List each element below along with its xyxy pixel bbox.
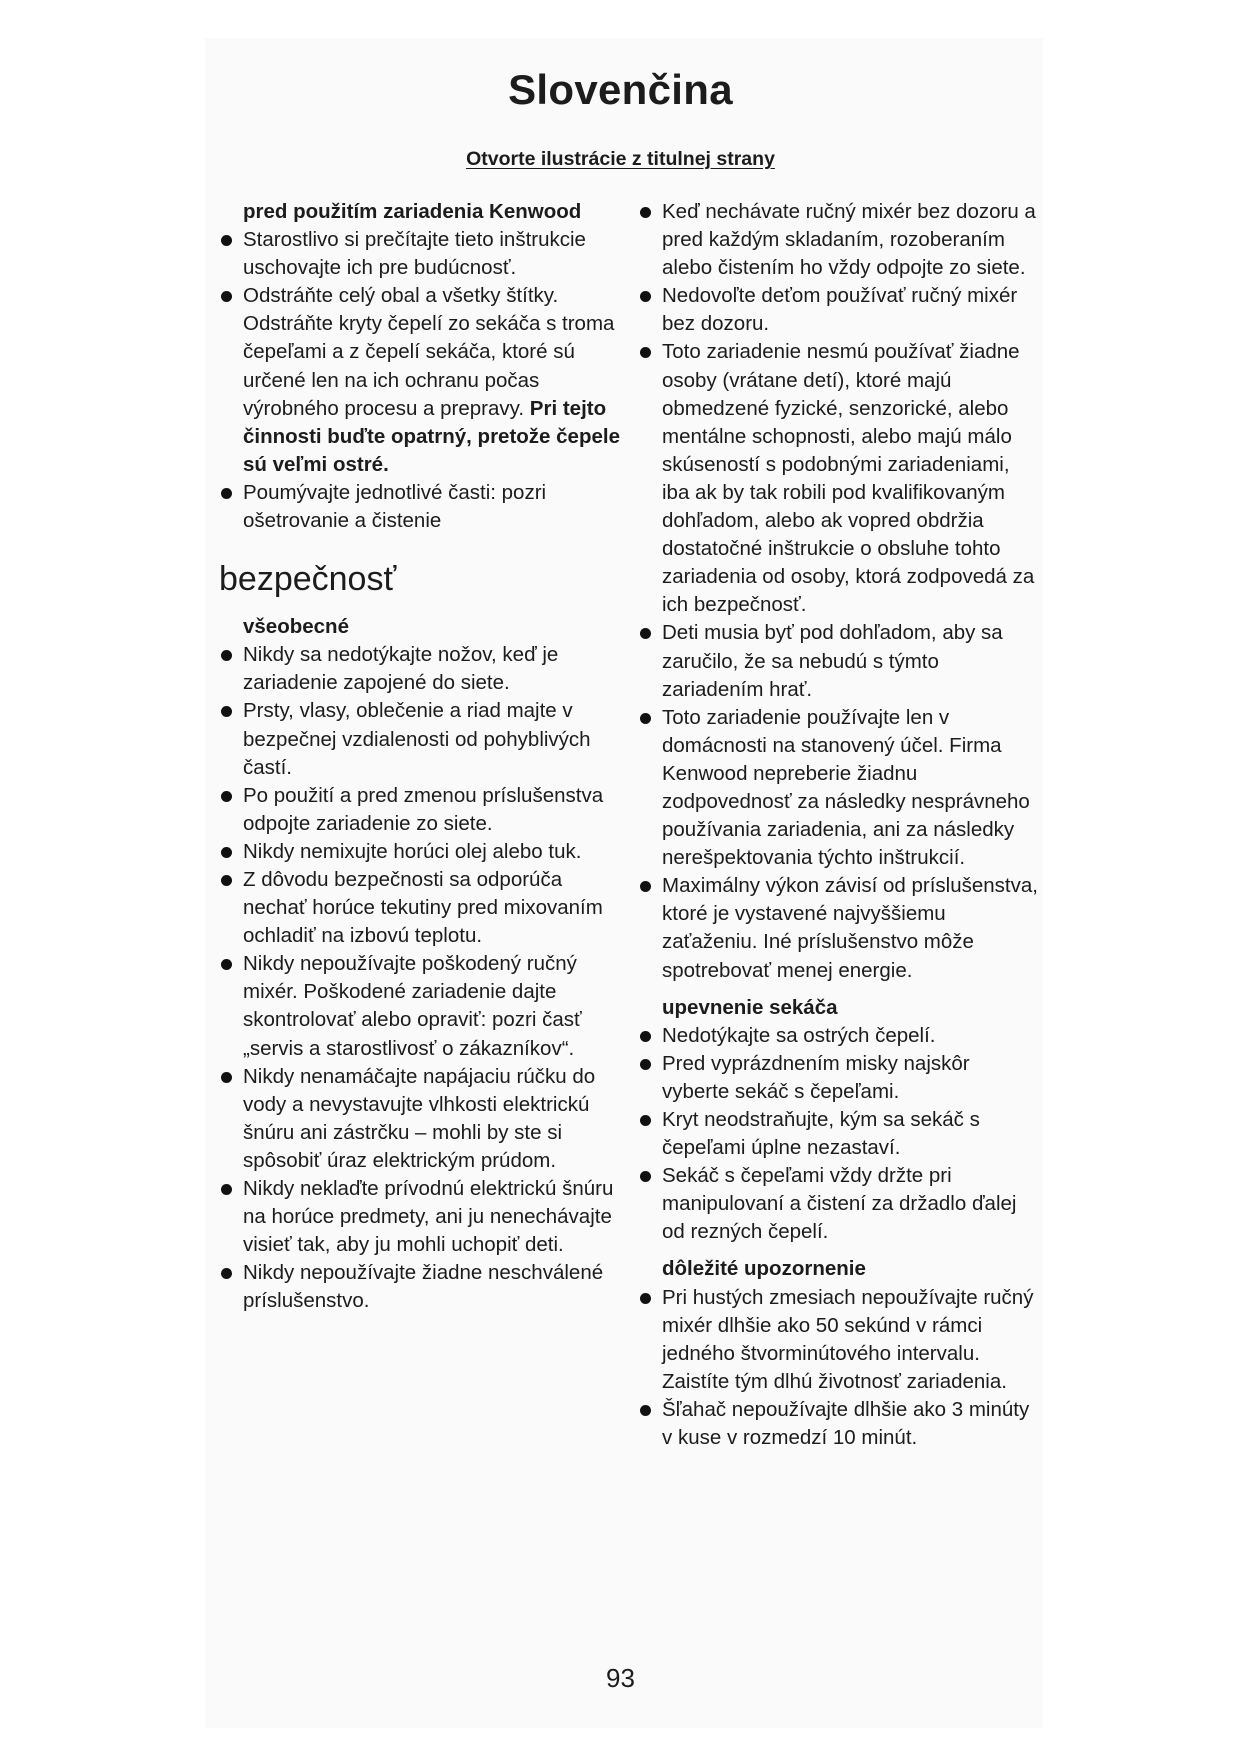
page-title: Slovenčina — [508, 66, 733, 113]
list-item-text: Odstráňte celý obal a všetky štítky. Odstráňte kryty čepelí zo sekáča s troma čepeľami a z čepelí sekáča, ktoré sú určené len na ich ochranu počas výrobného procesu a prepravy. — [243, 284, 615, 420]
list-item: Maximálny výkon závisí od príslušenstva, ktoré je vystavené najvyššiemu zaťaženiu. Iné príslušenstvo môže spotrebovať menej energie. — [662, 872, 1040, 984]
general-list — [243, 641, 621, 1315]
list-item: Po použití a pred zmenou príslušenstva odpojte zariadenie zo siete. — [243, 782, 621, 838]
chopper-list — [662, 1022, 1040, 1247]
list-item: Starostlivo si prečítajte tieto inštrukcie uschovajte ich pre budúcnosť. — [243, 226, 621, 282]
left-column — [219, 198, 621, 1315]
list-item: Nikdy nenamáčajte napájaciu rúčku do vody a nevystavujte vlhkosti elektrickú šnúru ani zástrčku – mohli by ste si spôsobiť úraz elektrickým prúdom. — [243, 1063, 621, 1175]
list-item: Z dôvodu bezpečnosti sa odporúča nechať horúce tekutiny pred mixovaním ochladiť na izbovú teplotu. — [243, 866, 621, 950]
page-number: 93 — [606, 1663, 635, 1693]
list-item: Nedotýkajte sa ostrých čepelí. — [662, 1022, 1040, 1050]
right-column — [662, 198, 1040, 1452]
intro-heading: pred použitím zariadenia Kenwood — [243, 200, 582, 223]
page-subtitle: Otvorte ilustrácie z titulnej strany — [466, 148, 775, 170]
notice-heading: dôležité upozornenie — [662, 1257, 866, 1281]
list-item: Kryt neodstraňujte, kým sa sekáč s čepeľami úplne nezastaví. — [662, 1106, 1040, 1162]
list-item: Nedovoľte deťom používať ručný mixér bez dozoru. — [662, 282, 1040, 338]
list-item: Poumývajte jednotlivé časti: pozri ošetrovanie a čistenie — [243, 479, 621, 535]
list-item: Nikdy neklaďte prívodnú elektrickú šnúru na horúce predmety, ani ju nenechávajte visieť tak, aby ju mohli uchopiť deti. — [243, 1175, 621, 1259]
general-heading: všeobecné — [243, 615, 349, 639]
list-item: Nikdy nepoužívajte žiadne neschválené príslušenstvo. — [243, 1259, 621, 1315]
chopper-heading: upevnenie sekáča — [662, 995, 838, 1019]
list-item: Keď nechávate ručný mixér bez dozoru a pred každým skladaním, rozoberaním alebo čistením ho vždy odpojte zo siete. — [662, 198, 1040, 282]
list-item: Sekáč s čepeľami vždy držte pri manipulovaní a čistení za držadlo ďalej od rezných čepelí. — [662, 1162, 1040, 1246]
section-title: bezpečnosť — [219, 560, 397, 599]
list-item: Šľahač nepoužívajte dlhšie ako 3 minúty v kuse v rozmedzí 10 minút. — [662, 1396, 1040, 1452]
safety-list — [662, 198, 1040, 985]
list-item: Prsty, vlasy, oblečenie a riad majte v bezpečnej vzdialenosti od pohyblivých častí. — [243, 697, 621, 781]
list-item — [243, 282, 621, 479]
list-item: Deti musia byť pod dohľadom, aby sa zaručilo, že sa nebudú s týmto zariadením hrať. — [662, 619, 1040, 703]
warning-text: Pri tejto činnosti buďte opatrný, pretože čepele sú veľmi ostré. — [243, 396, 620, 476]
notice-list — [662, 1284, 1040, 1453]
list-item: Nikdy sa nedotýkajte nožov, keď je zariadenie zapojené do siete. — [243, 641, 621, 697]
list-item: Pred vyprázdnením misky najskôr vyberte sekáč s čepeľami. — [662, 1050, 1040, 1106]
list-item: Toto zariadenie nesmú používať žiadne osoby (vrátane detí), ktoré majú obmedzené fyzické, senzorické, alebo mentálne schopnosti, alebo majú málo skúseností s podobnými zariadeniami, iba ak by tak robili pod kvalifikovaným dohľadom, alebo ak vopred obdržia dostatočné inštrukcie o obsluhe tohto zariadenia od osoby, ktorá zodpovedá za ich bezpečnosť. — [662, 338, 1040, 619]
list-item: Pri hustých zmesiach nepoužívajte ručný mixér dlhšie ako 50 sekúnd v rámci jedného štvorminútového intervalu. Zaistíte tým dlhú životnosť zariadenia. — [662, 1284, 1040, 1396]
list-item: Toto zariadenie používajte len v domácnosti na stanovený účel. Firma Kenwood nepreberie žiadnu zodpovednosť za následky nesprávneho používania zariadenia, ani za následky nerešpektovania týchto inštrukcií. — [662, 704, 1040, 873]
list-item: Nikdy nepoužívajte poškodený ručný mixér. Poškodené zariadenie dajte skontrolovať alebo opraviť: pozri časť „servis a starostlivosť o zákazníkov“. — [243, 950, 621, 1062]
list-item: Nikdy nemixujte horúci olej alebo tuk. — [243, 838, 621, 866]
intro-list — [243, 226, 621, 535]
